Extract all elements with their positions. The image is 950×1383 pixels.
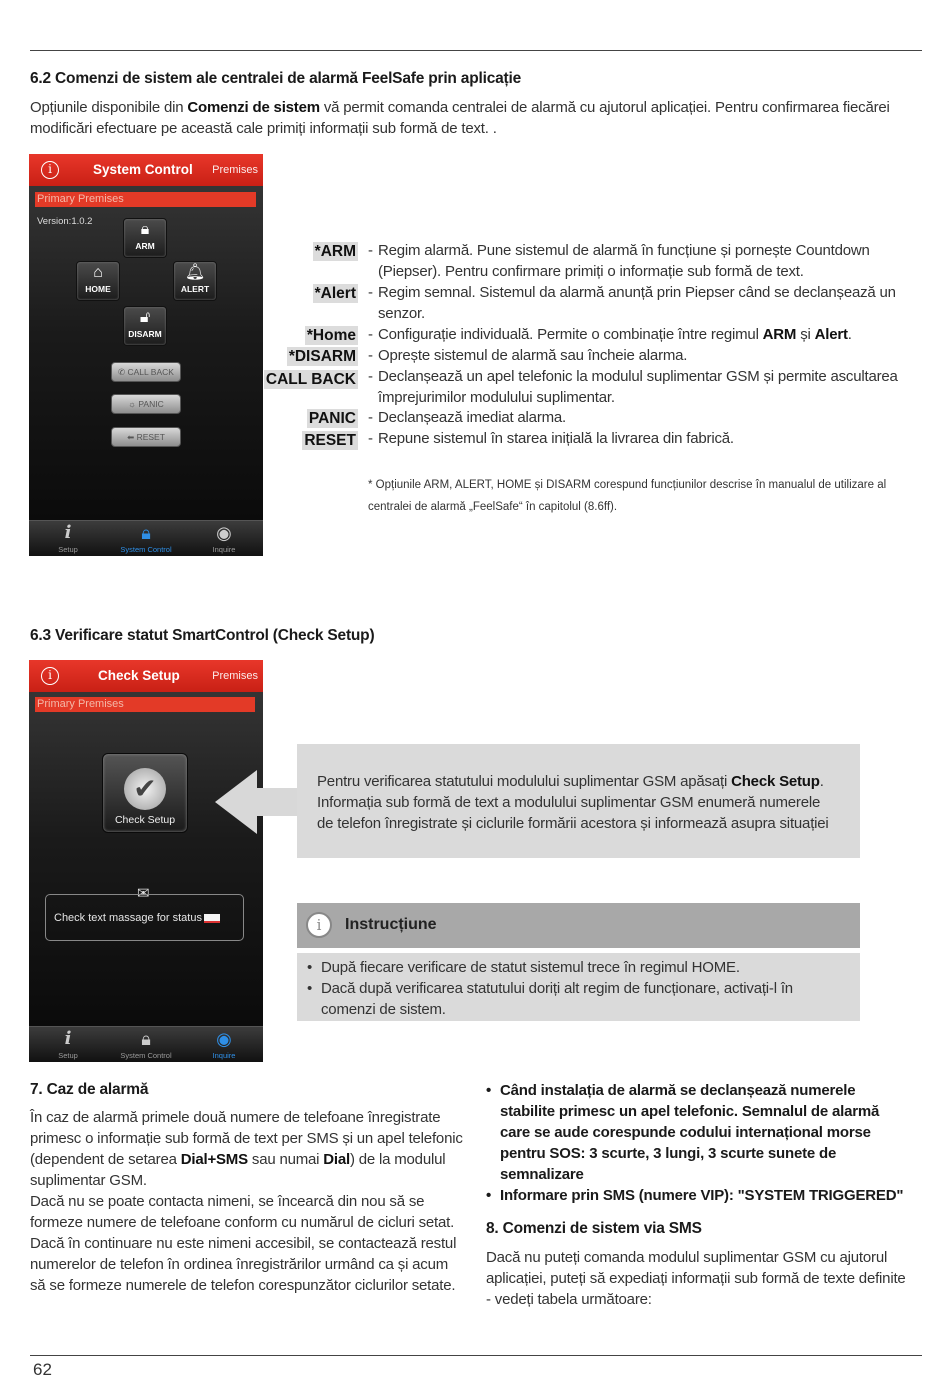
info-icon: i <box>41 667 59 685</box>
label-home: *Home <box>306 327 356 344</box>
panic-button[interactable]: ☼ PANIC <box>111 394 181 414</box>
tab-bar <box>29 1026 263 1062</box>
version-label: Version:1.0.2 <box>37 216 93 227</box>
tab-inquire[interactable]: ◉ Inquire <box>185 521 263 554</box>
eye-icon: ◉ <box>216 1029 232 1049</box>
checkmark-icon: ✔ <box>124 768 166 810</box>
instruction-header <box>297 903 860 948</box>
eye-icon: ◉ <box>216 523 232 543</box>
info-icon: i <box>41 161 59 179</box>
desc-disarm: - Oprește sistemul de alarmă sau încheie alarma. <box>368 347 688 364</box>
label-arm: *ARM <box>314 243 356 260</box>
home-button[interactable]: ⌂ HOME <box>76 261 120 301</box>
label-disarm: *DISARM <box>288 348 356 365</box>
phone-title: Check Setup <box>98 668 180 683</box>
tab-bar <box>29 520 263 556</box>
alarm-bullet-call: • Când instalația de alarmă se declanșează numerele stabilite primesc un apel telefonic. Semnalul de alarmă care se aude corespunde codului internațional morse pentru SOS: 3 scurte, 3 lungi, 3 scurte sunete de semnalizare <box>486 1080 926 1185</box>
premises-bar: Primary Premises <box>35 697 255 712</box>
bell-icon: 🔔︎ <box>184 264 206 281</box>
section-7-text: În caz de alarmă primele două numere de telefoane înregistrate primesc o informație sub formă de text per SMS și un apel telefonic (dependent de setarea Dial+SMS sau numai Dial) de la modulul suplimentar GSM. Dacă nu se poate contacta nimeni, se încearcă din nou să se formeze numere de telefoane conform cu numărul de cicluri setat. Dacă în continuare nu este nimeni accesibil, se contactează restul numerelor de telefon în ordinea înregistrărilor urmând ca și acum să se formeze numerele de telefon corespunzător ciclurilor setate. <box>30 1109 463 1294</box>
top-rule <box>30 50 922 51</box>
alert-button[interactable]: 🔔︎ ALERT <box>173 261 217 301</box>
arm-button[interactable]: 🔒︎ ARM <box>123 218 167 258</box>
alarm-icon: ☼ <box>128 399 139 409</box>
tab-system-control[interactable]: 🔒︎ System Control <box>107 521 185 554</box>
unlock-icon: 🔓︎ <box>139 309 151 326</box>
bottom-rule <box>30 1355 922 1356</box>
desc-reset: - Repune sistemul în starea inițială la livrarea din fabrică. <box>368 430 734 447</box>
instruction-bullet: • Dacă după verificarea statutului doriți alt regim de funcționare, activați-l în comenzi de sistem. <box>307 978 852 1020</box>
arrow-left-icon <box>215 770 300 835</box>
page-number: 62 <box>33 1360 52 1379</box>
tab-setup[interactable]: i Setup <box>29 1027 107 1060</box>
lock-icon: 🔒︎ <box>140 221 150 238</box>
phone-header <box>29 154 263 186</box>
system-control-screenshot <box>29 154 263 556</box>
flag-icon <box>204 914 220 923</box>
section-7-heading: 7. Caz de alarmă <box>30 1081 149 1098</box>
check-setup-screenshot <box>29 660 263 1062</box>
tab-inquire[interactable]: ◉ Inquire <box>185 1027 263 1060</box>
label-alert: *Alert <box>314 285 356 302</box>
check-setup-button[interactable]: ✔ Check Setup <box>102 753 188 833</box>
instruction-bullet: • După fiecare verificare de statut sistemul trece în regimul HOME. <box>307 957 852 978</box>
desc-callback: - Declanșează un apel telefonic la modulul suplimentar GSM și permite ascultarea împrejurimilor modulului suplimentar. <box>368 368 898 406</box>
status-message-box[interactable]: Check text massage for status <box>45 894 244 941</box>
tab-setup[interactable]: i Setup <box>29 521 107 554</box>
alarm-bullets <box>486 1080 926 1206</box>
premises-label: Premises <box>212 670 258 682</box>
section-6-3-heading: 6.3 Verificare statut SmartControl (Check Setup) <box>30 627 375 644</box>
info-icon: i <box>306 912 332 938</box>
arrow-left-icon: ⬅ <box>127 432 137 442</box>
envelope-icon: ✉ <box>137 885 150 902</box>
phone-header <box>29 660 263 692</box>
disarm-button[interactable]: 🔓︎ DISARM <box>123 306 167 346</box>
desc-arm: - Regim alarmă. Pune sistemul de alarmă în funcțiune și pornește Countdown (Piepser). Pentru confirmare primiți o informație sub formă de text. <box>368 242 870 280</box>
section-8-heading: 8. Comenzi de sistem via SMS <box>486 1220 702 1237</box>
label-callback: CALL BACK <box>265 371 356 388</box>
section-6-2-intro: Opțiunile disponibile din Comenzi de sistem vă permit comanda centralei de alarmă cu ajutorul aplicației. Pentru confirmarea fiecărei modificări efectuare pe această cale primiți informații sub formă de text. . <box>30 99 890 137</box>
footnote: * Opțiunile ARM, ALERT, HOME și DISARM corespund funcțiunilor descrise în manualul de utilizare al centralei de alarmă „FeelSafe“ în capitolul (8.6ff). <box>368 479 887 513</box>
info-italic-icon: i <box>64 522 72 543</box>
phone-icon: ✆ <box>118 367 128 377</box>
desc-home: - Configurație individuală. Permite o combinație între regimul ARM și Alert. <box>368 326 852 343</box>
info-italic-icon: i <box>64 1028 72 1049</box>
tab-system-control[interactable]: 🔒︎ System Control <box>107 1027 185 1060</box>
alarm-bullet-sms: • Informare prin SMS (numere VIP): "SYSTEM TRIGGERED" <box>486 1185 926 1206</box>
reset-button[interactable]: ⬅ RESET <box>111 427 181 447</box>
section-6-2-heading: 6.2 Comenzi de sistem ale centralei de alarmă FeelSafe prin aplicație <box>30 70 522 87</box>
desc-alert: - Regim semnal. Sistemul da alarmă anunță prin Piepser când se declanșează un senzor. <box>368 284 896 322</box>
check-setup-explanation: Pentru verificarea statutului modulului suplimentar GSM apăsați Check Setup. Informația sub formă de text a modulului suplimentar GSM enumeră numerele de telefon înregistrate și ciclurile formării acestora și informează asupra situației <box>297 744 860 858</box>
premises-label: Premises <box>212 164 258 176</box>
section-8-text: Dacă nu puteți comanda modulul suplimentar GSM cu ajutorul aplicației, puteți să expediați informații sub formă de texte definite - vedeți tabela următoare: <box>486 1249 906 1308</box>
call-back-button[interactable]: ✆ CALL BACK <box>111 362 181 382</box>
label-reset: RESET <box>304 432 356 449</box>
premises-bar: Primary Premises <box>35 192 256 207</box>
lock-icon: 🔒︎ <box>141 1029 151 1049</box>
instruction-title: Instrucțiune <box>345 916 437 933</box>
instruction-body <box>297 953 860 1021</box>
desc-panic: - Declanșează imediat alarma. <box>368 409 567 426</box>
label-panic: PANIC <box>308 410 356 427</box>
home-icon: ⌂ <box>93 264 103 281</box>
phone-title: System Control <box>93 162 193 177</box>
lock-icon: 🔒︎ <box>141 523 151 543</box>
